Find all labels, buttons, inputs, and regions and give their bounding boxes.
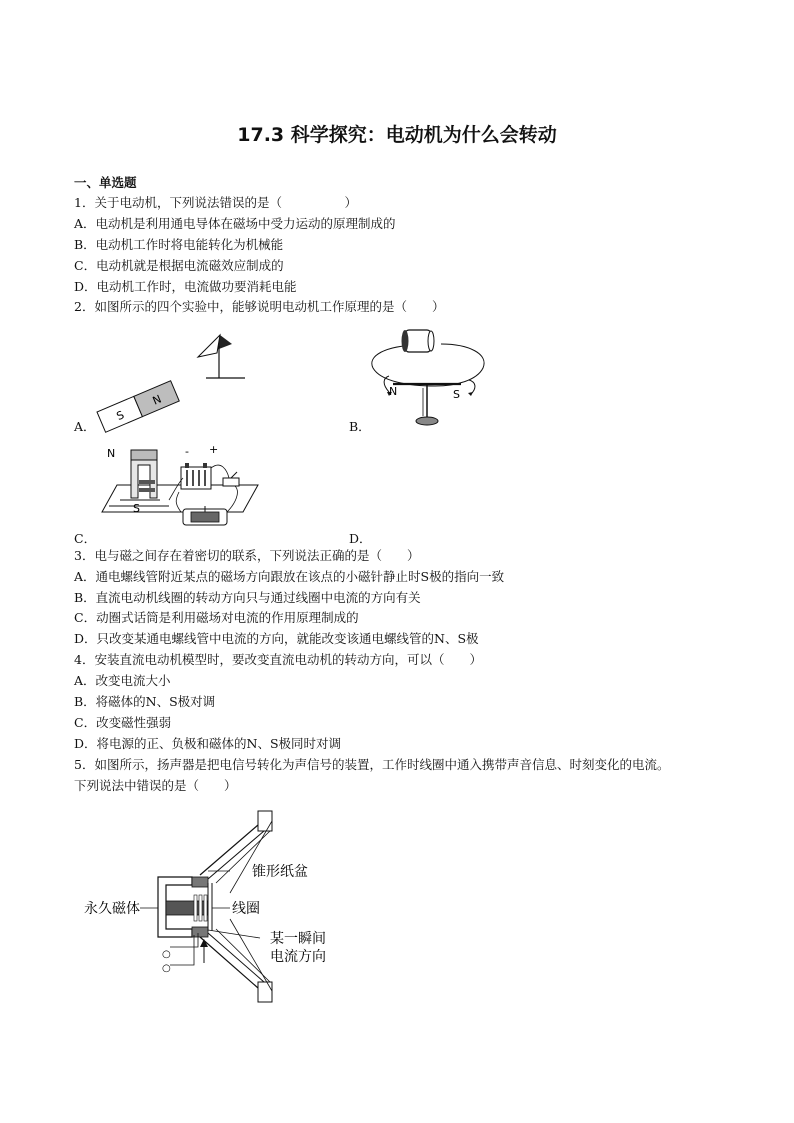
svg-text:○: ○ <box>162 949 171 960</box>
q5-stem-line2: 下列说法中错误的是（ ） <box>74 778 237 793</box>
svg-text:○: ○ <box>162 963 171 974</box>
q2-label-b: B． <box>349 419 371 434</box>
q4-stem: 4．安装直流电动机模型时，要改变直流电动机的转动方向，可以（ ） <box>74 652 482 667</box>
figure-c-horseshoe-circuit <box>95 440 265 535</box>
fig-b-s-label: S <box>453 388 460 401</box>
page-title: 17.3 科学探究：电动机为什么会转动 <box>237 124 557 146</box>
q1-option-b: B．电动机工作时将电能转化为机械能 <box>74 237 284 252</box>
figure-b-solenoid <box>365 322 505 432</box>
q2-label-a: A． <box>74 419 96 434</box>
label-coil: 线圈 <box>232 901 260 917</box>
label-current-line1: 某一瞬间 <box>270 931 326 947</box>
q4-option-a: A．改变电流大小 <box>74 673 171 688</box>
q4-option-d: D．将电源的正、负极和磁体的N、S极同时对调 <box>74 736 342 751</box>
q1-option-c: C．电动机就是根据电流磁效应制成的 <box>74 258 284 273</box>
fig-c-n-label: N <box>107 447 116 460</box>
q2-stem: 2．如图所示的四个实验中，能够说明电动机工作原理的是（ ） <box>74 299 445 314</box>
fig-a-s-label: S <box>114 408 127 424</box>
label-current-line2: 电流方向 <box>270 949 326 965</box>
q1-option-a: A．电动机是利用通电导体在磁场中受力运动的原理制成的 <box>74 216 396 231</box>
fig-c-s-label: S <box>133 502 140 515</box>
label-magnet: 永久磁体 <box>84 901 140 917</box>
q3-option-c: C．动圈式话筒是利用磁场对电流的作用原理制成的 <box>74 610 359 625</box>
label-cone: 锥形纸盆 <box>252 864 308 880</box>
fig-a-n-label: N <box>150 392 164 408</box>
q3-option-d: D．只改变某通电螺线管中电流的方向，就能改变该通电螺线管的N、S极 <box>74 631 479 646</box>
q3-option-a: A．通电螺线管附近某点的磁场方向跟放在该点的小磁针静止时S极的指向一致 <box>74 569 505 584</box>
q2-label-c: C． <box>74 531 97 546</box>
q5-stem-line1: 5．如图所示，扬声器是把电信号转化为声信号的装置，工作时线圈中通入携带声音信息、时刻变化的电流。 <box>74 757 670 772</box>
q4-option-c: C．改变磁性强弱 <box>74 715 172 730</box>
section-heading: 一、单选题 <box>74 175 137 190</box>
q3-stem: 3．电与磁之间存在着密切的联系，下列说法正确的是（ ） <box>74 548 420 563</box>
fig-b-n-label: N <box>389 385 398 398</box>
q2-label-d: D． <box>349 531 372 546</box>
figure-a-bar-magnet <box>95 330 285 425</box>
q1-option-d: D．电动机工作时，电流做功要消耗电能 <box>74 279 297 294</box>
fig-c-minus-label: - <box>185 445 189 458</box>
figure-loudspeaker <box>80 805 350 1010</box>
q4-option-b: B．将磁体的N、S极对调 <box>74 694 216 709</box>
q1-stem: 1．关于电动机，下列说法错误的是（ ） <box>74 195 357 210</box>
fig-c-plus-label: + <box>209 443 219 456</box>
q3-option-b: B．直流电动机线圈的转动方向只与通过线圈中电流的方向有关 <box>74 590 421 605</box>
